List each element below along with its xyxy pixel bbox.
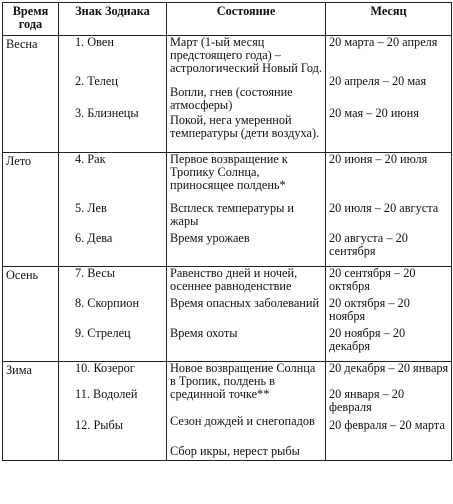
table-row-spring (3, 36, 452, 153)
month-cell (326, 362, 452, 461)
table-row-winter (3, 362, 452, 461)
sign-label: 1. Овен (75, 36, 114, 49)
state-cell (167, 362, 326, 461)
sign-label: 5. Лев (75, 202, 107, 215)
header-month: Месяц (326, 3, 452, 36)
header-sign: Знак Зодиака (59, 3, 167, 36)
table-row-summer (3, 153, 452, 267)
state-cell (167, 153, 326, 267)
month-cell (326, 267, 452, 362)
sign-label: 6. Дева (75, 232, 113, 245)
state-text: Март (1-ый месяц предстоящего года) – астрологический Новый Год. (170, 36, 323, 75)
month-text: 20 апреля – 20 мая (329, 75, 427, 88)
state-text: Новое возвращение Солнца в Тропик, полдень в срединной точке** (170, 362, 316, 401)
month-text: 20 августа – 20 сентября (329, 232, 408, 258)
state-text: Сезон дождей и снегопадов (170, 415, 315, 428)
sign-cell (59, 153, 167, 267)
state-cell (167, 267, 326, 362)
month-text: 20 сентября – 20 октября (329, 267, 416, 293)
month-text: 20 июля – 20 августа (329, 202, 439, 215)
state-text: Время урожаев (170, 232, 250, 245)
month-text: 20 декабря – 20 января (329, 362, 449, 375)
month-text: 20 июня – 20 июля (329, 153, 428, 166)
month-text: 20 февраля – 20 марта (329, 419, 445, 432)
sign-label: 11. Водолей (75, 388, 138, 401)
sign-label: 10. Козерог (75, 362, 135, 375)
month-text (326, 445, 451, 460)
state-cell (167, 36, 326, 153)
sign-label: 3. Близнецы (75, 107, 139, 120)
sign-label: 9. Стрелец (75, 327, 131, 340)
season-cell: Весна (3, 36, 59, 153)
sign-label: 4. Рак (75, 153, 106, 166)
month-cell (326, 36, 452, 153)
season-cell: Зима (3, 362, 59, 461)
table-header-row (3, 3, 452, 36)
state-text: Вопли, гнев (состояние атмосферы) (170, 86, 293, 112)
sign-label: 2. Телец (75, 75, 118, 88)
state-text: Время охоты (170, 327, 238, 340)
header-state: Состояние (167, 3, 326, 36)
season-cell: Лето (3, 153, 59, 267)
state-text: Покой, нега умеренной температуры (дети воздуха). (170, 114, 320, 140)
sign-cell (59, 362, 167, 461)
sign-cell (59, 267, 167, 362)
season-cell: Осень (3, 267, 59, 362)
header-season: Время года (3, 3, 59, 36)
table-row-autumn (3, 267, 452, 362)
month-text: 20 октября – 20 ноября (329, 297, 410, 323)
month-text: 20 ноября – 20 декабря (329, 327, 406, 353)
zodiac-table (2, 2, 452, 461)
state-text: Первое возвращение к Тропику Солнца, приносящее полдень* (170, 153, 288, 192)
month-text: 20 мая – 20 июня (329, 107, 419, 120)
sign-label: 12. Рыбы (75, 419, 124, 432)
state-text: Время опасных заболеваний (170, 297, 320, 310)
sign-label (59, 445, 166, 460)
month-text: 20 марта – 20 апреля (329, 36, 438, 49)
month-cell (326, 153, 452, 267)
state-text: Сбор икры, нерест рыбы (170, 445, 300, 458)
sign-label: 7. Весы (75, 267, 115, 280)
sign-cell (59, 36, 167, 153)
state-text: Равенство дней и ночей, осеннее равноденствие (170, 267, 298, 293)
sign-label: 8. Скорпион (75, 297, 140, 310)
month-text: 20 января – 20 февраля (329, 388, 405, 414)
state-text: Всплеск температуры и жары (170, 202, 295, 228)
